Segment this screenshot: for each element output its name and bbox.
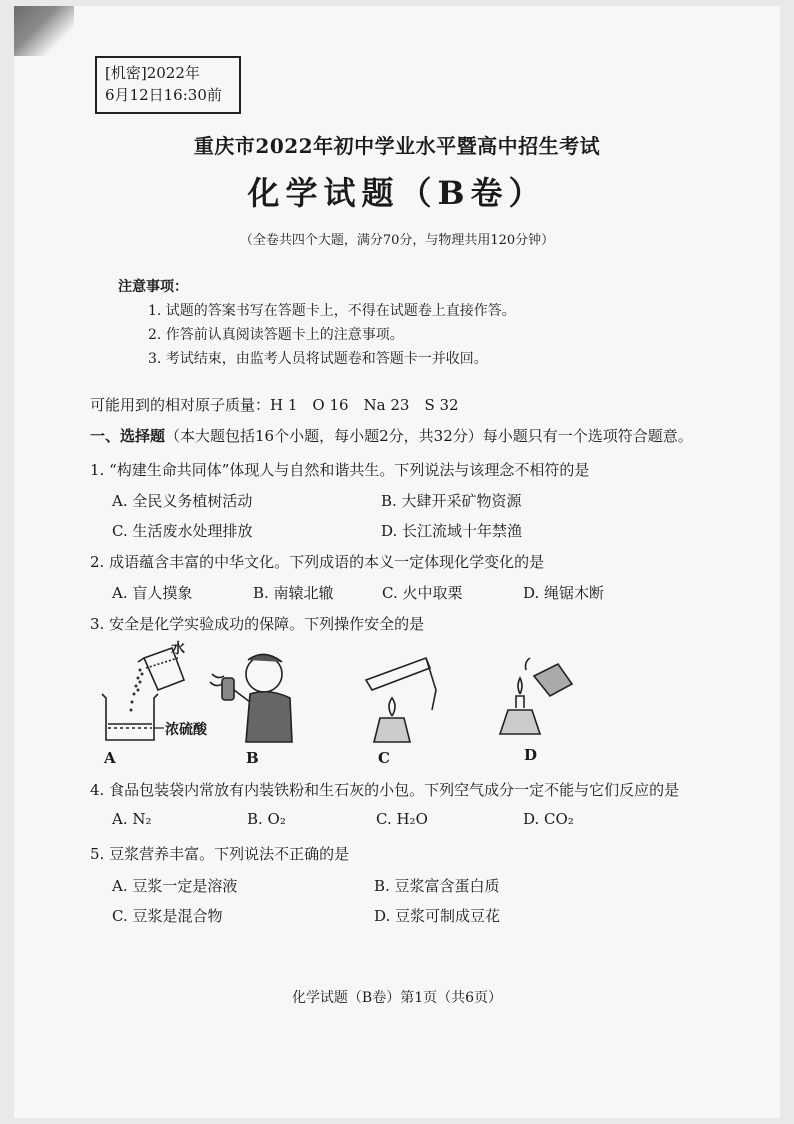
question-1-stem: 1. “构建生命共同体”体现人与自然和谐共生。下列说法与该理念不相符的是 bbox=[90, 461, 590, 479]
question-3-stem: 3. 安全是化学实验成功的保障。下列操作安全的是 bbox=[90, 615, 425, 633]
q4-option-c: C. H₂O bbox=[376, 810, 428, 828]
stamp-line-2: 6月12日16:30前 bbox=[105, 86, 222, 104]
q5-option-c: C. 豆浆是混合物 bbox=[112, 907, 223, 925]
figure-d-tilted-lamp bbox=[534, 664, 572, 696]
atomic-mass-line: 可能用到的相对原子质量：H 1 O 16 Na 23 S 32 bbox=[90, 396, 459, 414]
page-footer: 化学试题（B卷）第1页（共6页） bbox=[291, 990, 503, 1006]
figure-c-heating bbox=[356, 650, 446, 750]
exam-title: 重庆市2022年初中学业水平暨高中招生考试 bbox=[193, 134, 601, 158]
q2-option-d: D. 绳锯木断 bbox=[523, 584, 605, 602]
q4-option-b: B. O₂ bbox=[247, 810, 286, 828]
figure-a-label-water: 水 bbox=[171, 641, 185, 657]
q5-option-a: A. 豆浆一定是溶液 bbox=[112, 877, 238, 895]
figure-b-bottle bbox=[222, 678, 234, 700]
notice-item-2: 2. 作答前认真阅读答题卡上的注意事项。 bbox=[148, 327, 404, 343]
figure-c-test-tube bbox=[366, 658, 430, 690]
figure-b-body bbox=[246, 692, 292, 742]
question-5-stem: 5. 豆浆营养丰富。下列说法不正确的是 bbox=[90, 845, 350, 863]
notice-item-3: 3. 考试结束，由监考人员将试题卷和答题卡一并收回。 bbox=[148, 351, 488, 367]
q2-option-a: A. 盲人摸象 bbox=[112, 584, 193, 602]
q5-option-b: B. 豆浆富含蛋白质 bbox=[374, 877, 500, 895]
figure-b-letter: B bbox=[246, 749, 259, 767]
notice-heading: 注意事项： bbox=[118, 279, 188, 295]
figure-a-label-acid: 浓硫酸 bbox=[165, 722, 207, 738]
q1-option-a: A. 全民义务植树活动 bbox=[112, 492, 253, 510]
q1-option-d: D. 长江流域十年禁渔 bbox=[381, 522, 523, 540]
figure-a-letter: A bbox=[104, 749, 116, 767]
q5-option-d: D. 豆浆可制成豆花 bbox=[374, 907, 501, 925]
figure-b-smelling bbox=[206, 650, 306, 750]
notice-item-1: 1. 试题的答案书写在答题卡上，不得在试题卷上直接作答。 bbox=[148, 303, 516, 319]
q2-option-c: C. 火中取栗 bbox=[382, 584, 463, 602]
figure-a-water-stream bbox=[130, 669, 143, 711]
q1-option-b: B. 大肆开采矿物资源 bbox=[381, 492, 522, 510]
confidential-stamp bbox=[95, 56, 241, 114]
figure-d-letter: D bbox=[524, 746, 538, 764]
figure-d-lamp-base bbox=[500, 710, 540, 734]
exam-note: （全卷共四个大题，满分70分，与物理共用120分钟） bbox=[239, 233, 555, 248]
section1-heading: 一、选择题 bbox=[90, 427, 166, 445]
main-title: 化学试题（B卷） bbox=[247, 174, 547, 212]
q4-option-a: A. N₂ bbox=[112, 810, 152, 828]
figure-c-lamp bbox=[374, 718, 410, 742]
stamp-line-1: [机密]2022年 bbox=[105, 64, 200, 82]
figure-c-holder bbox=[426, 658, 436, 710]
question-4-stem: 4. 食品包装袋内常放有内装铁粉和生石灰的小包。下列空气成分一定不能与它们反应的是 bbox=[90, 781, 680, 799]
q2-option-b: B. 南辕北辙 bbox=[253, 584, 334, 602]
page-corner-shadow bbox=[14, 6, 74, 56]
question-2-stem: 2. 成语蕴含丰富的中华文化。下列成语的本义一定体现化学变化的是 bbox=[90, 553, 545, 571]
figure-d-lamp bbox=[490, 656, 590, 746]
section1-desc: （本大题包括16个小题，每小题2分，共32分）每小题只有一个选项符合题意。 bbox=[165, 427, 693, 445]
q1-option-c: C. 生活废水处理排放 bbox=[112, 522, 253, 540]
section1-header bbox=[90, 425, 693, 446]
figure-a-beaker-large bbox=[102, 694, 158, 740]
figure-d-flame bbox=[518, 678, 522, 694]
figure-c-flame bbox=[389, 698, 395, 716]
q4-option-d: D. CO₂ bbox=[523, 810, 574, 828]
figure-c-letter: C bbox=[378, 749, 390, 767]
